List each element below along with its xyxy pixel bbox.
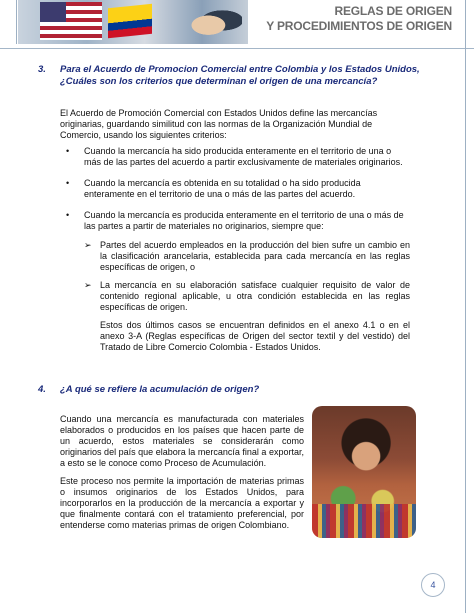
bullet-icon: • xyxy=(66,210,70,220)
right-border-line xyxy=(465,0,466,613)
bullet-icon: • xyxy=(66,178,70,188)
question-text: ¿A qué se refiere la acumulación de origen? xyxy=(60,384,260,395)
us-flag-image xyxy=(40,2,102,40)
q3-bullet-1: Cuando la mercancía ha sido producida enteramente en el territorio de una o más de las partes del acuerdo a partir exclusivamente de materiales originarios. xyxy=(84,146,403,167)
header-banner-image xyxy=(18,0,248,44)
q3-bullet-2: Cuando la mercancía es obtenida en su totalidad o ha sido producida enteramente en el territorio de una o más de las partes del acuerdo. xyxy=(84,178,361,199)
title-line-2: Y PROCEDIMIENTOS DE ORIGEN xyxy=(266,19,452,33)
q3-bullet-3: Cuando la mercancía es producida enteramente en el territorio de una o más de las partes a partir de materiales no originarios, siempre que: xyxy=(84,210,404,231)
q3-closing-paragraph: Estos dos últimos casos se encuentran definidos en el anexo 4.1 o en el anexo 3-A (Reglas específicas de Origen del sector textil y del vestido) del Tratado de Libre Comercio Colombia - Estados Unidos. xyxy=(100,320,410,352)
arrow-bullet-icon: ➢ xyxy=(84,280,92,290)
woven-textile-image xyxy=(312,504,416,538)
title-line-1: REGLAS DE ORIGEN xyxy=(334,4,452,18)
q4-paragraph-2: Este proceso nos permite la importación de materias primas o insumos originarios de los Estados Unidos, para incorporarlos en la producción de la mercancía a exportar y que finalmente contará con el tratamiento preferencial, por entenderse como materias primas de origen Colombiano. xyxy=(60,476,304,530)
left-border-line xyxy=(16,0,17,44)
q4-paragraph-1: Cuando una mercancía es manufacturada con materiales elaborados o producidos en los países que hacen parte de un acuerdo, estos materiales se considerarán como originarios del país que elabora la mercancía final a exportar, a esto se le conoce como Proceso de Acumulación. xyxy=(60,414,304,468)
bullet-icon: • xyxy=(66,146,70,156)
handshake-image xyxy=(186,6,242,38)
arrow-bullet-icon: ➢ xyxy=(84,240,92,250)
q3-intro-paragraph: El Acuerdo de Promoción Comercial con Estados Unidos define las mercancías originarias, guardando similitud con las normas de la Organización Mundial de Comercio, usando los siguientes criterios: xyxy=(60,108,378,140)
child-with-doll-photo xyxy=(312,406,416,538)
question-text: Para el Acuerdo de Promocion Comercial entre Colombia y los Estados Unidos, ¿Cuáles son los criterios que determinan el origen de una mercancía? xyxy=(60,64,420,87)
page-number: 4 xyxy=(421,573,445,597)
q3-subitem-1: Partes del acuerdo empleados en la producción del bien sufre un cambio en la clasificación arancelaria, establecida para cada mercancía en las reglas específicas de origen, o xyxy=(100,240,410,272)
question-number: 4. xyxy=(38,384,46,395)
colombia-flag-image xyxy=(108,4,152,39)
header-rule xyxy=(0,48,474,49)
document-title xyxy=(262,4,452,34)
q3-subitem-2: La mercancía en su elaboración satisface cualquier requisito de valor de contenido regional aplicable, u otra condición establecida en las reglas específicas de origen. xyxy=(100,280,410,312)
question-number: 3. xyxy=(38,64,46,75)
